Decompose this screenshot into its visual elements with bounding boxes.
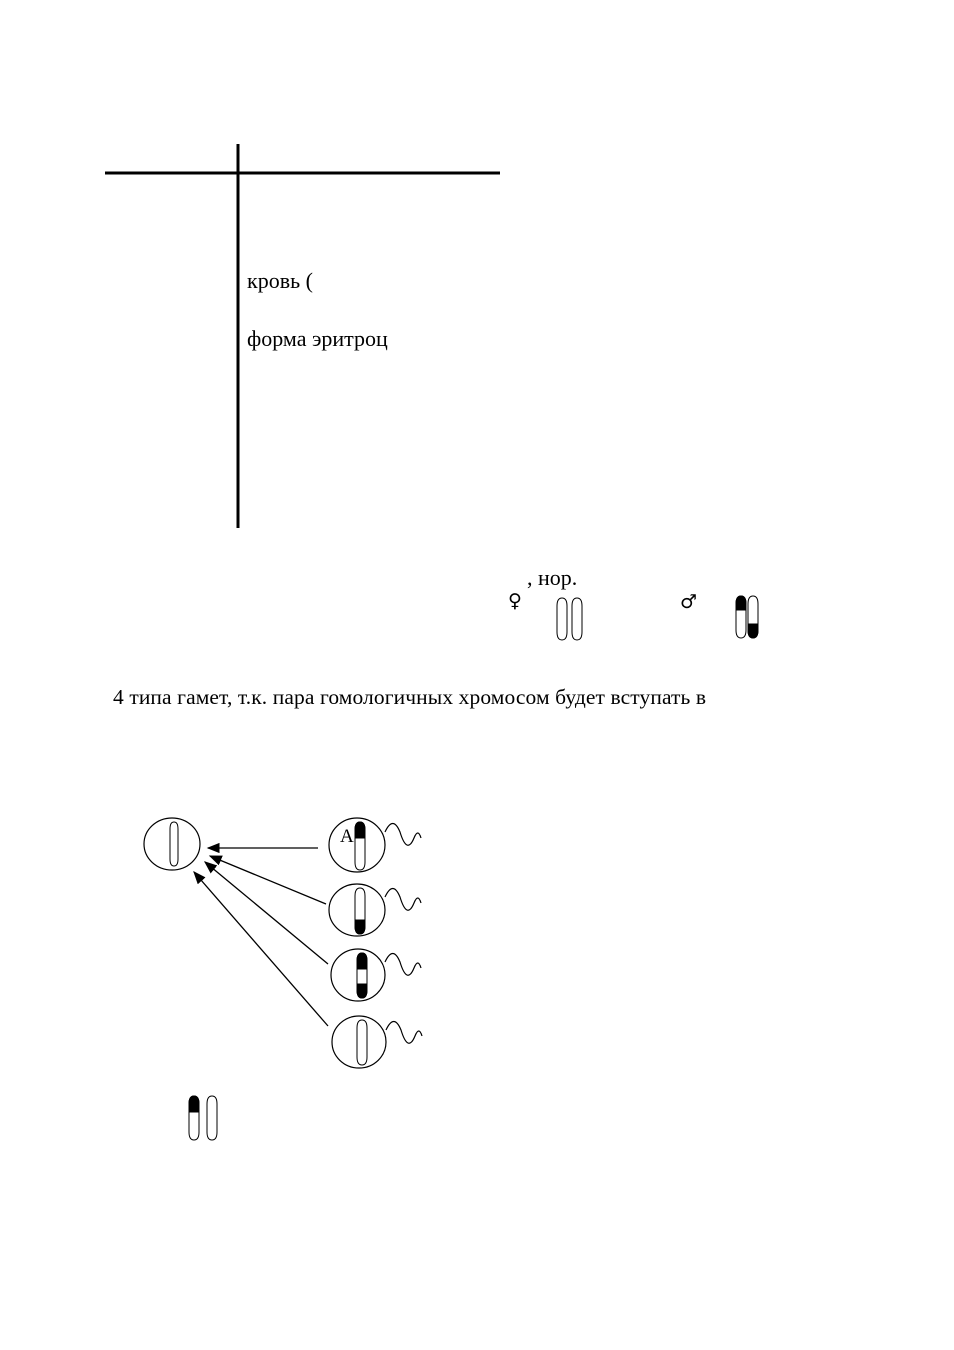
chromosome-shaded-top — [736, 596, 746, 610]
egg-cell — [144, 818, 200, 870]
chromosome — [572, 598, 582, 640]
male-symbol-icon: ♂ — [680, 591, 698, 613]
male-chromosome-pair — [736, 596, 758, 638]
chromosome-shaded-bottom — [357, 984, 367, 998]
chromosome — [557, 598, 567, 640]
sperm-tail — [385, 889, 421, 911]
chromosome-shaded-top — [355, 822, 365, 838]
arrow — [205, 862, 328, 964]
arrow — [194, 872, 328, 1026]
sperm-cell — [332, 1016, 422, 1068]
gene-label-a: A — [340, 826, 354, 847]
chromosome — [207, 1096, 217, 1140]
sperm-cell — [329, 884, 421, 936]
zygote-chromosome-pair — [189, 1096, 217, 1140]
female-chromosome-pair — [557, 598, 582, 640]
table-label-erythrocyte-shape: форма эритроц — [247, 326, 388, 351]
fertilization-arrows — [194, 848, 328, 1026]
table-label-blood: кровь ( — [247, 268, 313, 293]
norm-label: , нор. — [527, 565, 578, 590]
sperm-tail — [385, 824, 421, 846]
chromosome-shaded-top — [189, 1096, 199, 1112]
chromosome — [170, 822, 178, 866]
sperm-cell — [331, 949, 421, 1001]
sperm-tail — [386, 1022, 422, 1044]
chromosome-shaded-bottom — [748, 624, 758, 638]
female-symbol-icon: ♀ — [508, 590, 522, 612]
sperm-tail — [385, 954, 421, 976]
chromosome — [357, 1020, 367, 1065]
chromosome-shaded-top — [357, 953, 367, 969]
chromosome-shaded-bottom — [355, 920, 365, 934]
gametes-explanation: 4 типа гамет, т.к. пара гомологичных хромосом будет вступать в — [113, 685, 707, 709]
